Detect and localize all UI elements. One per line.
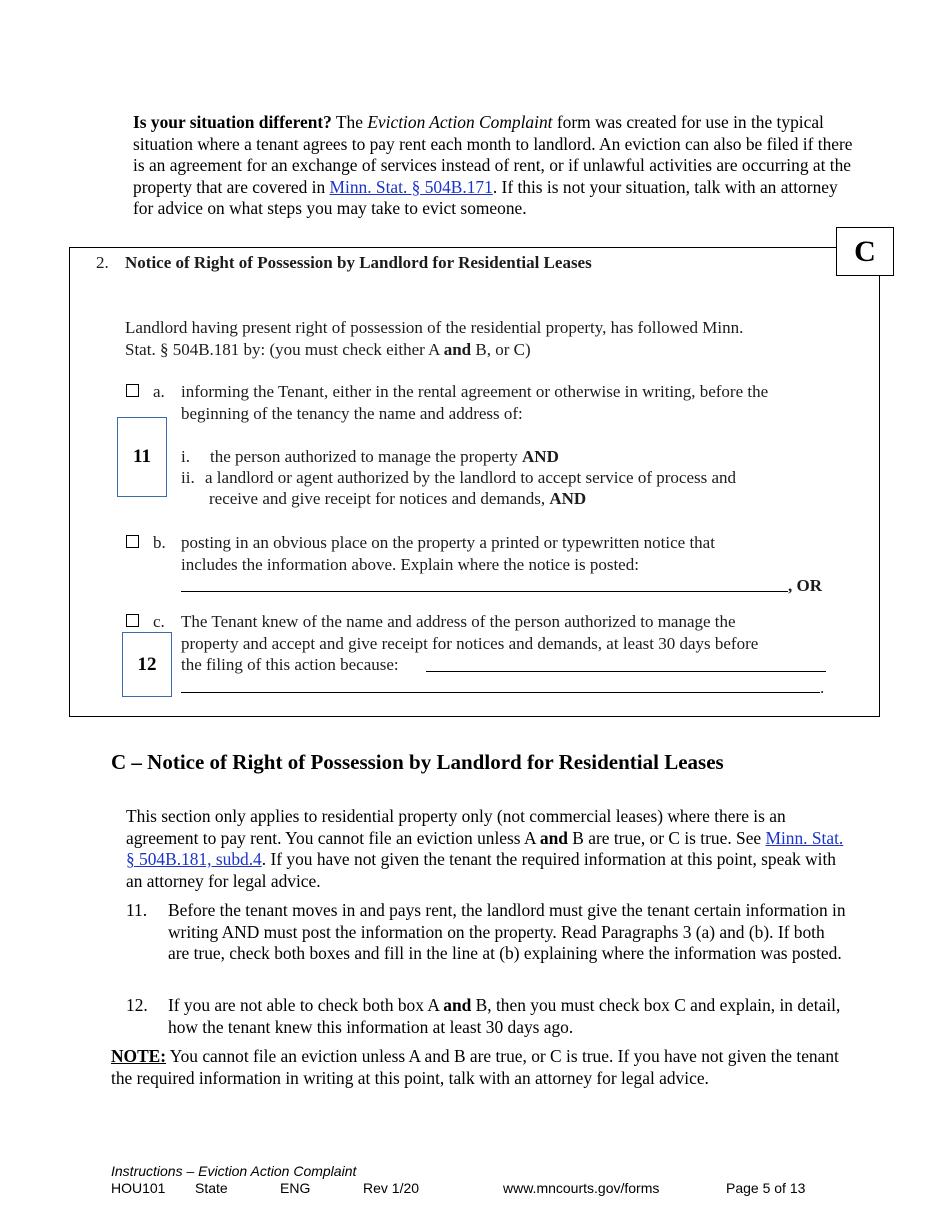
form-heading: Notice of Right of Possession by Landlord for Residential Leases bbox=[125, 253, 592, 272]
item-11-text: Before the tenant moves in and pays rent, the landlord must give the tenant certain information in writing AND must post the information on the property. Read Paragraphs 3 (a) and (b). If both are true, check both boxes and fill in the line at (b) explaining where the information was posted. bbox=[168, 900, 846, 963]
option-c-line-1: The Tenant knew of the name and address of the person authorized to manage the bbox=[181, 612, 736, 631]
option-b-line-1: posting in an obvious place on the property a printed or typewritten notice that bbox=[181, 533, 715, 552]
item-12-number: 12. bbox=[126, 995, 148, 1015]
footer-page-number: Page 5 of 13 bbox=[726, 1180, 806, 1196]
option-c-line-3: the filing of this action because: bbox=[181, 655, 399, 674]
option-b-or: , OR bbox=[788, 576, 822, 595]
form-item-number: 2. bbox=[96, 253, 109, 272]
sub-ii-line-1: a landlord or agent authorized by the landlord to accept service of process and bbox=[205, 468, 737, 487]
footer-form-code: HOU101 bbox=[111, 1180, 166, 1196]
sub-ii-label: ii. bbox=[181, 468, 195, 487]
option-b-line-2: includes the information above. Explain where the notice is posted: bbox=[181, 555, 639, 574]
option-a-line-1: informing the Tenant, either in the rental agreement or otherwise in writing, before the bbox=[181, 382, 769, 401]
section-tab-c: C bbox=[836, 227, 894, 276]
because-line-1[interactable] bbox=[426, 671, 826, 672]
because-line-2[interactable] bbox=[181, 692, 820, 693]
checkbox-b[interactable] bbox=[126, 535, 139, 548]
intro-text-3: . If this is not your situation, talk with an attorney for advice on what steps you may take to evict someone. bbox=[133, 176, 838, 218]
note-paragraph: NOTE: You cannot file an eviction unless A and B are true, or C is true. If you have not given the tenant the required information in writing at this point, talk with an attorney for legal advice. bbox=[111, 1046, 839, 1088]
item-11-number: 11. bbox=[126, 900, 148, 920]
footer-url: www.mncourts.gov/forms bbox=[503, 1180, 660, 1196]
statute-504b171-link[interactable]: Minn. Stat. § 504B.171 bbox=[329, 176, 493, 197]
intro-text-2: form was created for use in the typical situation where a tenant agrees to pay rent each month to landlord. An eviction can also be filed if there is an agreement for an exchange of services instead of rent, or if unlawful activities are occurring at the property that are covered in bbox=[133, 112, 853, 197]
sub-ii-line-2: receive and give receipt for notices and demands, AND bbox=[209, 489, 587, 508]
intro-paragraph bbox=[133, 112, 853, 220]
footer-revision: Rev 1/20 bbox=[363, 1180, 420, 1196]
footer-title: Instructions – Eviction Action Complaint bbox=[111, 1163, 357, 1179]
form-name: Eviction Action Complaint bbox=[367, 112, 553, 132]
footer-scope: State bbox=[195, 1180, 228, 1196]
option-a-label: a. bbox=[153, 382, 165, 401]
option-c-label: c. bbox=[153, 612, 165, 631]
callout-11: 11 bbox=[117, 417, 167, 497]
checkbox-a[interactable] bbox=[126, 384, 139, 397]
checkbox-c[interactable] bbox=[126, 614, 139, 627]
statute-504b181-link[interactable]: Minn. Stat. § 504B.181, subd.4 bbox=[126, 827, 844, 869]
footer-language: ENG bbox=[280, 1180, 311, 1196]
section-c-intro: This section only applies to residential property only (not commercial leases) where there is an agreement to pay rent. You cannot file an eviction unless A and B are true, or C is true. See Minn. Stat. § 504B.181, subd.4. If you have not given the tenant the required information at this point, speak with an attorney for legal advice. bbox=[126, 806, 844, 891]
intro-text-1: The bbox=[331, 112, 368, 132]
posted-location-line[interactable] bbox=[181, 591, 788, 592]
intro-lead: Is your situation different? bbox=[133, 112, 332, 132]
option-c-end: . bbox=[820, 678, 825, 697]
option-b-label: b. bbox=[153, 533, 166, 552]
form-lead-line-1: Landlord having present right of possession of the residential property, has followed Minn. bbox=[125, 318, 744, 337]
option-c-line-2: property and accept and give receipt for notices and demands, at least 30 days before bbox=[181, 634, 759, 653]
item-12-text: If you are not able to check both box A and B, then you must check box C and explain, in detail, how the tenant knew this information at least 30 days ago. bbox=[168, 995, 841, 1037]
callout-12: 12 bbox=[122, 632, 172, 697]
sub-i-text: the person authorized to manage the property AND bbox=[210, 447, 559, 466]
form-lead-line-2: Stat. § 504B.181 by: (you must check either A and B, or C) bbox=[125, 340, 531, 359]
sub-i-label: i. bbox=[181, 447, 190, 466]
option-a-line-2: beginning of the tenancy the name and address of: bbox=[181, 404, 523, 423]
section-c-title: C – Notice of Right of Possession by Landlord for Residential Leases bbox=[111, 750, 724, 774]
note-label: NOTE: bbox=[111, 1046, 167, 1066]
